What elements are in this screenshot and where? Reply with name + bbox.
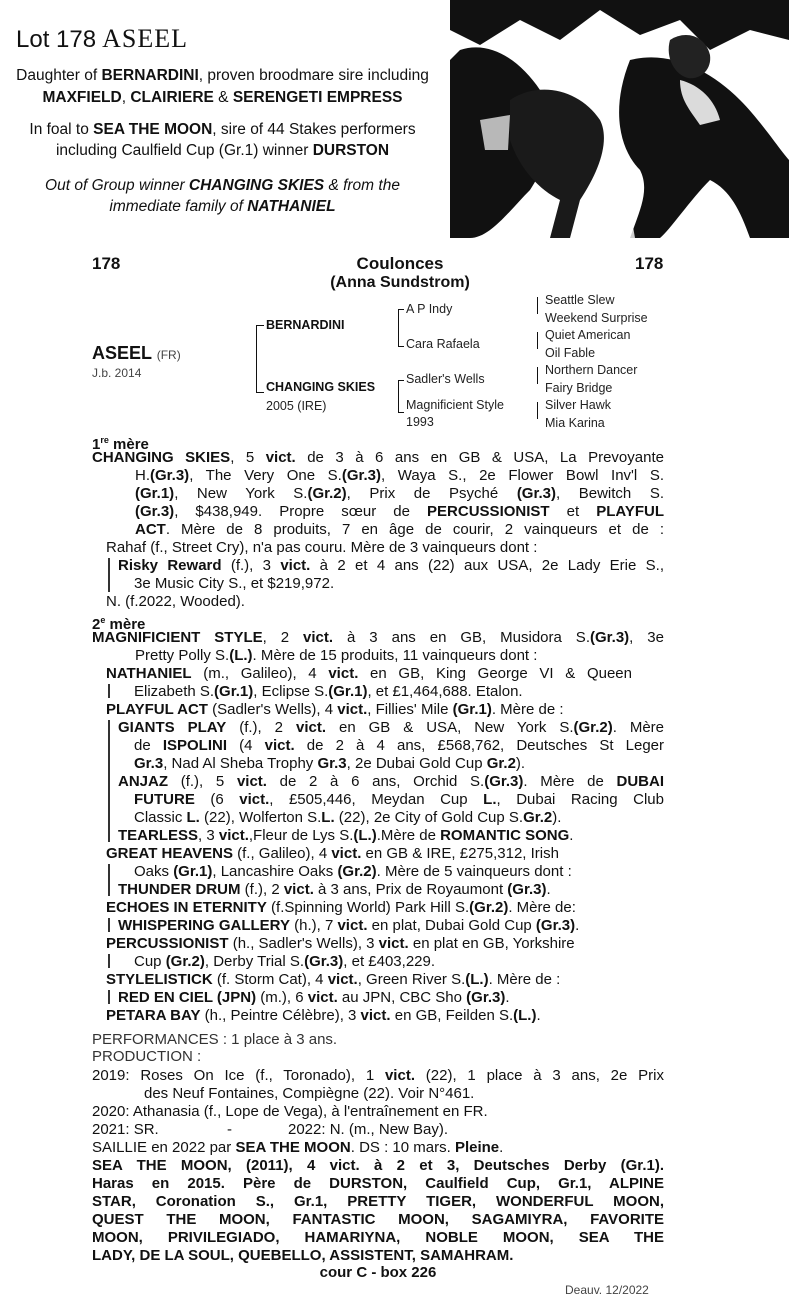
second-dam-line: Cup (Gr.2), Derby Trial S.(Gr.3), et £403,229. — [134, 953, 436, 970]
ggp-2: Weekend Surprise — [545, 311, 648, 325]
first-dam-line-1: CHANGING SKIES, 5 vict. de 3 à 6 ans en GB & USA, La Prevoyante — [92, 449, 664, 466]
second-dam-line: TEARLESS, 3 vict.,Fleur de Lys S.(L.).Mère de ROMANTIC SONG. — [118, 827, 574, 844]
second-dam-line: Classic L. (22), Wolferton S.L. (22), 2e City of Gold Cup S.Gr.2). — [134, 809, 562, 826]
horse-name-title: ASEEL — [102, 24, 188, 53]
horse-name: ASEEL (FR) — [92, 343, 181, 363]
header-line-6: immediate family of NATHANIEL — [109, 198, 336, 215]
first-dam-line-8: 3e Music City S., et $219,972. — [134, 575, 335, 592]
production-heading: PRODUCTION : — [92, 1048, 202, 1065]
header-line-2: MAXFIELD, CLAIRIERE & SERENGETI EMPRESS — [42, 89, 403, 106]
first-dam-line-4: (Gr.3), $438,949. Propre sœur de PERCUSSIONIST et PLAYFUL — [135, 503, 664, 520]
first-dam-line-7: Risky Reward (f.), 3 vict. à 2 et 4 ans (22) aux USA, 2e Lady Erie S., — [118, 557, 664, 574]
second-dam-line: Oaks (Gr.1), Lancashire Oaks (Gr.2). Mère de 5 vainqueurs dont : — [134, 863, 572, 880]
second-dam-line: PLAYFUL ACT (Sadler's Wells), 4 vict., Fillies' Mile (Gr.1). Mère de : — [106, 701, 564, 718]
stallion-line-1: SEA THE MOON, (2011), 4 vict. à 2 et 3, Deutsches Derby (Gr.1). — [92, 1157, 664, 1174]
lot-title — [16, 24, 188, 54]
horse-country: (FR) — [156, 348, 181, 362]
header-line-1: Daughter of BERNARDINI, proven broodmare sire including — [16, 67, 429, 84]
second-dam-line: ANJAZ (f.), 5 vict. de 2 à 6 ans, Orchid S.(Gr.3). Mère de DUBAI — [118, 773, 665, 790]
second-dam-line: Gr.3, Nad Al Sheba Trophy Gr.3, 2e Dubai Gold Cup Gr.2). — [134, 755, 526, 772]
second-dam-line: MAGNIFICIENT STYLE, 2 vict. à 3 ans en GB, Musidora S.(Gr.3), 3e — [92, 629, 664, 646]
sire-name: BERNARDINI — [266, 318, 345, 332]
second-dam-line: GIANTS PLAY (f.), 2 vict. en GB & USA, New York S.(Gr.2). Mère — [118, 719, 665, 736]
production-2019-cont: des Neuf Fontaines, Compiègne (22). Voir N°461. — [144, 1085, 475, 1102]
dam-name: CHANGING SKIES — [266, 380, 376, 394]
second-dam-line: WHISPERING GALLERY (h.), 7 vict. en plat, Dubai Gold Cup (Gr.3). — [118, 917, 580, 934]
header-line-4: including Caulfield Cup (Gr.1) winner DURSTON — [55, 142, 390, 159]
first-dam-line-5: ACT. Mère de 8 produits, 7 en âge de courir, 2 vainqueurs et de : — [135, 521, 664, 538]
lot-number: Lot 178 — [16, 26, 97, 53]
header-line-5: Out of Group winner CHANGING SKIES & from the — [45, 177, 400, 194]
stallion-line-5: MOON, PRIVILEGIADO, HAMARIYNA, NOBLE MOON, SEA THE — [92, 1229, 664, 1246]
first-dam-line-3: (Gr.1), New York S.(Gr.2), Prix de Psyché (Gr.3), Bewitch S. — [135, 485, 665, 502]
production-2020: 2020: Athanasia (f., Lope de Vega), à l'entraînement en FR. — [92, 1103, 488, 1120]
second-dam-line: ECHOES IN ETERNITY (f.Spinning World) Park Hill S.(Gr.2). Mère de: — [106, 899, 576, 916]
sire-sire: A P Indy — [406, 302, 453, 316]
production-2022: 2022: N. (m., New Bay). — [288, 1121, 449, 1138]
header-line-3: In foal to SEA THE MOON, sire of 44 Stakes performers — [29, 121, 416, 138]
consignor: Coulonces — [356, 254, 444, 273]
ggp-3: Quiet American — [545, 328, 631, 342]
second-dam-line: RED EN CIEL (JPN) (m.), 6 vict. au JPN, CBC Sho (Gr.3). — [118, 989, 510, 1006]
box-location: cour C - box 226 — [319, 1264, 437, 1281]
ggp-7: Silver Hawk — [545, 398, 611, 412]
second-dam-line: Pretty Polly S.(L.). Mère de 15 produits, 11 vainqueurs dont : — [135, 647, 538, 664]
dam-sire: Sadler's Wells — [406, 372, 485, 386]
second-dam-line: STYLELISTICK (f. Storm Cat), 4 vict., Green River S.(L.). Mère de : — [106, 971, 561, 988]
saillie: SAILLIE en 2022 par SEA THE MOON. DS : 10 mars. Pleine. — [92, 1139, 504, 1156]
ggp-1: Seattle Slew — [545, 293, 615, 307]
first-dam-line-2: H.(Gr.3), The Very One S.(Gr.3), Waya S., 2e Flower Bowl Inv'l S. — [135, 467, 664, 484]
first-dam-heading: 1re mère — [92, 435, 149, 453]
ggp-4: Oil Fable — [545, 346, 596, 360]
agent: (Anna Sundstrom) — [330, 274, 470, 291]
lot-number-right: 178 — [635, 254, 664, 273]
horse-foaled: J.b. 2014 — [92, 366, 142, 380]
second-dam-line: PERCUSSIONIST (h., Sadler's Wells), 3 vict. en plat en GB, Yorkshire — [106, 935, 575, 952]
second-dam-line: NATHANIEL (m., Galileo), 4 vict. en GB, King George VI & Queen — [106, 665, 632, 682]
dam-dam: Magnificient Style — [406, 398, 504, 412]
second-dam-line: de ISPOLINI (4 vict. de 2 à 4 ans, £568,762, Deutsches St Leger — [134, 737, 664, 754]
dam-info: 2005 (IRE) — [266, 399, 327, 413]
performances: PERFORMANCES : 1 place à 3 ans. — [92, 1031, 338, 1048]
stallion-line-4: QUEST THE MOON, FANTASTIC MOON, SAGAMIYRA, FAVORITE — [92, 1211, 664, 1228]
sire-dam: Cara Rafaela — [406, 337, 480, 351]
ggp-8: Mia Karina — [545, 416, 605, 430]
first-dam-line-6: Rahaf (f., Street Cry), n'a pas couru. Mère de 3 vainqueurs dont : — [106, 539, 538, 556]
stallion-line-2: Haras en 2015. Père de DURSTON, Caulfield Cup, Gr.1, ALPINE — [92, 1175, 664, 1192]
dam-dam-year: 1993 — [406, 415, 434, 429]
racing-photo — [450, 0, 789, 238]
second-dam-line: FUTURE (6 vict., £505,446, Meydan Cup L., Dubai Racing Club — [134, 791, 664, 808]
second-dam-line: Elizabeth S.(Gr.1), Eclipse S.(Gr.1), et £1,464,688. Etalon. — [134, 683, 523, 700]
ggp-5: Northern Dancer — [545, 363, 638, 377]
production-2019: 2019: Roses On Ice (f., Toronado), 1 vict. (22), 1 place à 3 ans, 2e Prix — [92, 1067, 664, 1084]
second-dam-line: PETARA BAY (h., Peintre Célèbre), 3 vict. en GB, Feilden S.(L.). — [106, 1007, 541, 1024]
first-dam-line-9: N. (f.2022, Wooded). — [106, 593, 245, 610]
production-2021: 2021: SR. — [92, 1121, 159, 1138]
catalog-stamp: Deauv. 12/2022 — [565, 1283, 649, 1297]
stallion-line-6: LADY, DE LA SOUL, QUEBELLO, ASSISTENT, SAMAHRAM. — [92, 1247, 514, 1264]
stallion-line-3: STAR, Coronation S., Gr.1, PRETTY TIGER, WONDERFUL MOON, — [92, 1193, 664, 1210]
second-dam-line: THUNDER DRUM (f.), 2 vict. à 3 ans, Prix de Royaumont (Gr.3). — [118, 881, 551, 898]
second-dam-line: GREAT HEAVENS (f., Galileo), 4 vict. en GB & IRE, £275,312, Irish — [106, 845, 559, 862]
production-2021-dash: - — [227, 1121, 232, 1138]
second-dam-heading: 2e mère — [92, 615, 146, 633]
lot-number-left: 178 — [92, 254, 121, 273]
ggp-6: Fairy Bridge — [545, 381, 613, 395]
